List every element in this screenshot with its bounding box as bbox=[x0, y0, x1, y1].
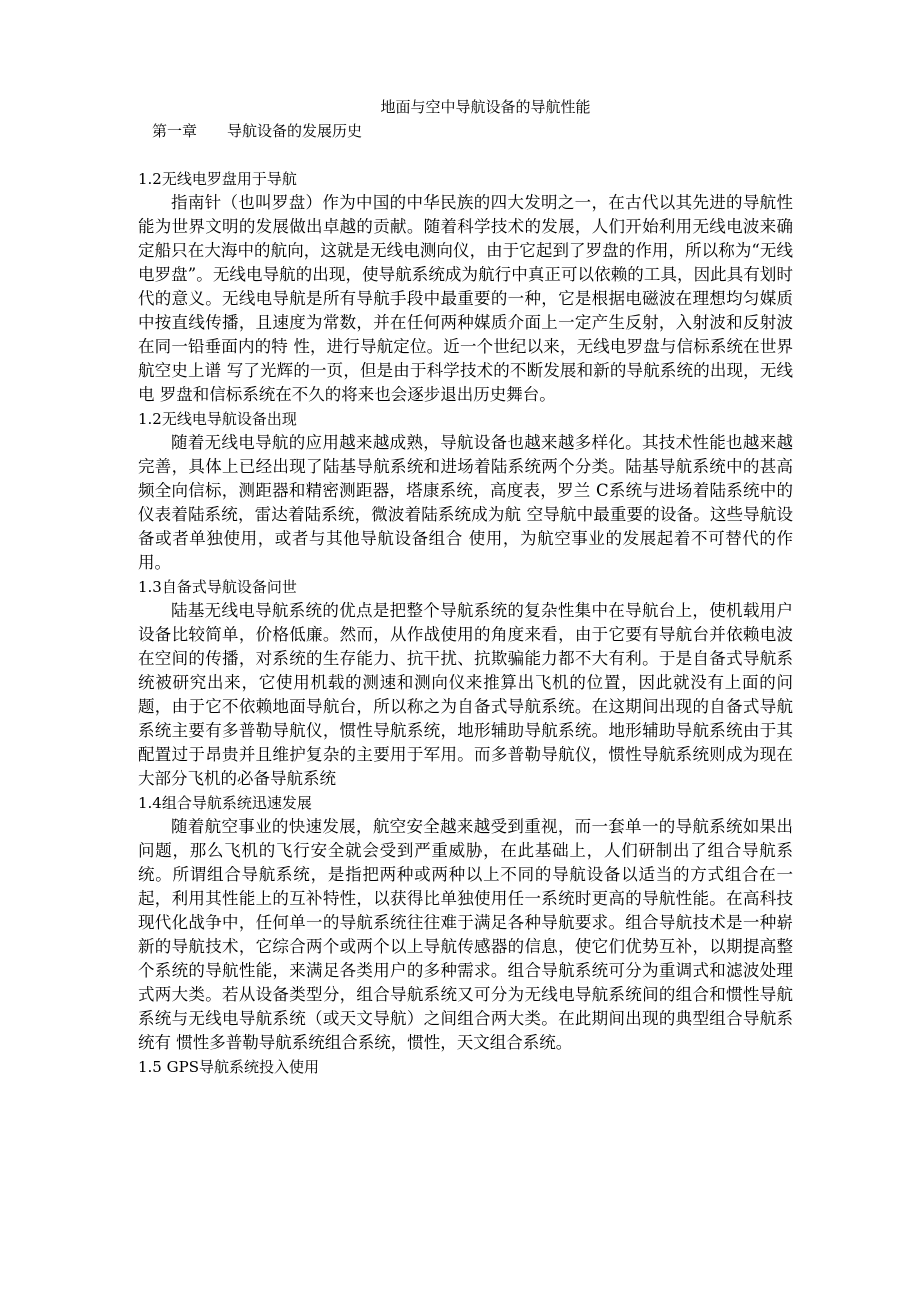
section-heading-1-4-integrated-navigation: 1.4组合导航系统迅速发展 bbox=[138, 794, 312, 812]
section-heading-1-5-gps-navigation: 1.5 GPS导航系统投入使用 bbox=[138, 1058, 319, 1076]
section-body-1-3-self-contained-navigation: 陆基无线电导航系统的优点是把整个导航系统的复杂性集中在导航台上，使机载用户设备比较简单，价格低廉。然而，从作战使用的角度来看，由于它要有导航台并依赖电波在空间的传播，对系统的生存能力、抗干扰、抗欺骗能力都不大有利。于是自备式导航系统被研究出来，它使用机载的测速和测向仪来推算出飞机的位置，因此就没有上面的问题，由于它不依赖地面导航台，所以称之为自备式导航系统。在这期间出现的自备式导航系统主要有多普勒导航仪，惯性导航系统，地形辅助导航系统。地形辅助导航系统由于其配置过于昂贵并且维护复杂的主要用于军用。而多普勒导航仪，惯性导航系统则成为现在大部分飞机的必备导航系统 bbox=[138, 601, 793, 788]
document-content bbox=[138, 95, 793, 1079]
section-body-1-2-radio-navigation-devices: 随着无线电导航的应用越来越成熟，导航设备也越来越多样化。其技术性能也越来越完善，具体上已经出现了陆基导航系统和进场着陆系统两个分类。陆基导航系统中的甚高频全向信标，测距器和精密测距器，塔康系统，高度表，罗兰 C系统与进场着陆系统中的仪表着陆系统，雷达着陆系统，微波着陆系统成为航 空导航中最重要的设备。这些导航设备或者单独使用，或者与其他导航设备组合 使用，为航空事业的发展起着不可替代的作用。 bbox=[138, 433, 793, 572]
chapter-heading: 第一章 导航设备的发展历史 bbox=[152, 122, 363, 140]
section-heading-1-2-radio-navigation-devices: 1.2无线电导航设备出现 bbox=[138, 410, 297, 428]
section-heading-1-2-radio-compass: 1.2无线电罗盘用于导航 bbox=[138, 170, 297, 188]
section-heading-1-3-self-contained-navigation: 1.3自备式导航设备问世 bbox=[138, 578, 297, 596]
document-title: 地面与空中导航设备的导航性能 bbox=[380, 98, 591, 116]
section-body-1-2-radio-compass: 指南针（也叫罗盘）作为中国的中华民族的四大发明之一，在古代以其先进的导航性能为世界文明的发展做出卓越的贡献。随着科学技术的发展，人们开始利用无线电波来确定船只在大海中的航向，这就是无线电测向仪，由于它起到了罗盘的作用，所以称为“无线电罗盘”。无线电导航的出现，使导航系统成为航行中真正可以依赖的工具，因此具有划时代的意义。无线电导航是所有导航手段中最重要的一种，它是根据电磁波在理想均匀媒质中按直线传播，且速度为常数，并在任何两种媒质介面上一定产生反射，入射波和反射波在同一铅垂面内的特 性，进行导航定位。近一个世纪以来，无线电罗盘与信标系统在世界航空史上谱 写了光辉的一页，但是由于科学技术的不断发展和新的导航系统的出现，无线电 罗盘和信标系统在不久的将来也会逐步退出历史舞台。 bbox=[138, 193, 793, 404]
section-body-1-4-integrated-navigation: 随着航空事业的快速发展，航空安全越来越受到重视，而一套单一的导航系统如果出问题，那么飞机的飞行安全就会受到严重威胁，在此基础上，人们研制出了组合导航系统。所谓组合导航系统，是指把两种或两种以上不同的导航设备以适当的方式组合在一起，利用其性能上的互补特性，以获得比单独使用任一系统时更高的导航性能。在高科技现代化战争中，任何单一的导航系统往往难于满足各种导航要求。组合导航技术是一种崭新的导航技术，它综合两个或两个以上导航传感器的信息，使它们优势互补，以期提高整个系统的导航性能，来满足各类用户的多种需求。组合导航系统可分为重调式和滤波处理式两大类。若从设备类型分，组合导航系统又可分为无线电导航系统间的组合和惯性导航系统与无线电导航系统（或天文导航）之间组合两大类。在此期间出现的典型组合导航系统有 惯性多普勒导航系统组合系统，惯性，天文组合系统。 bbox=[138, 817, 793, 1052]
